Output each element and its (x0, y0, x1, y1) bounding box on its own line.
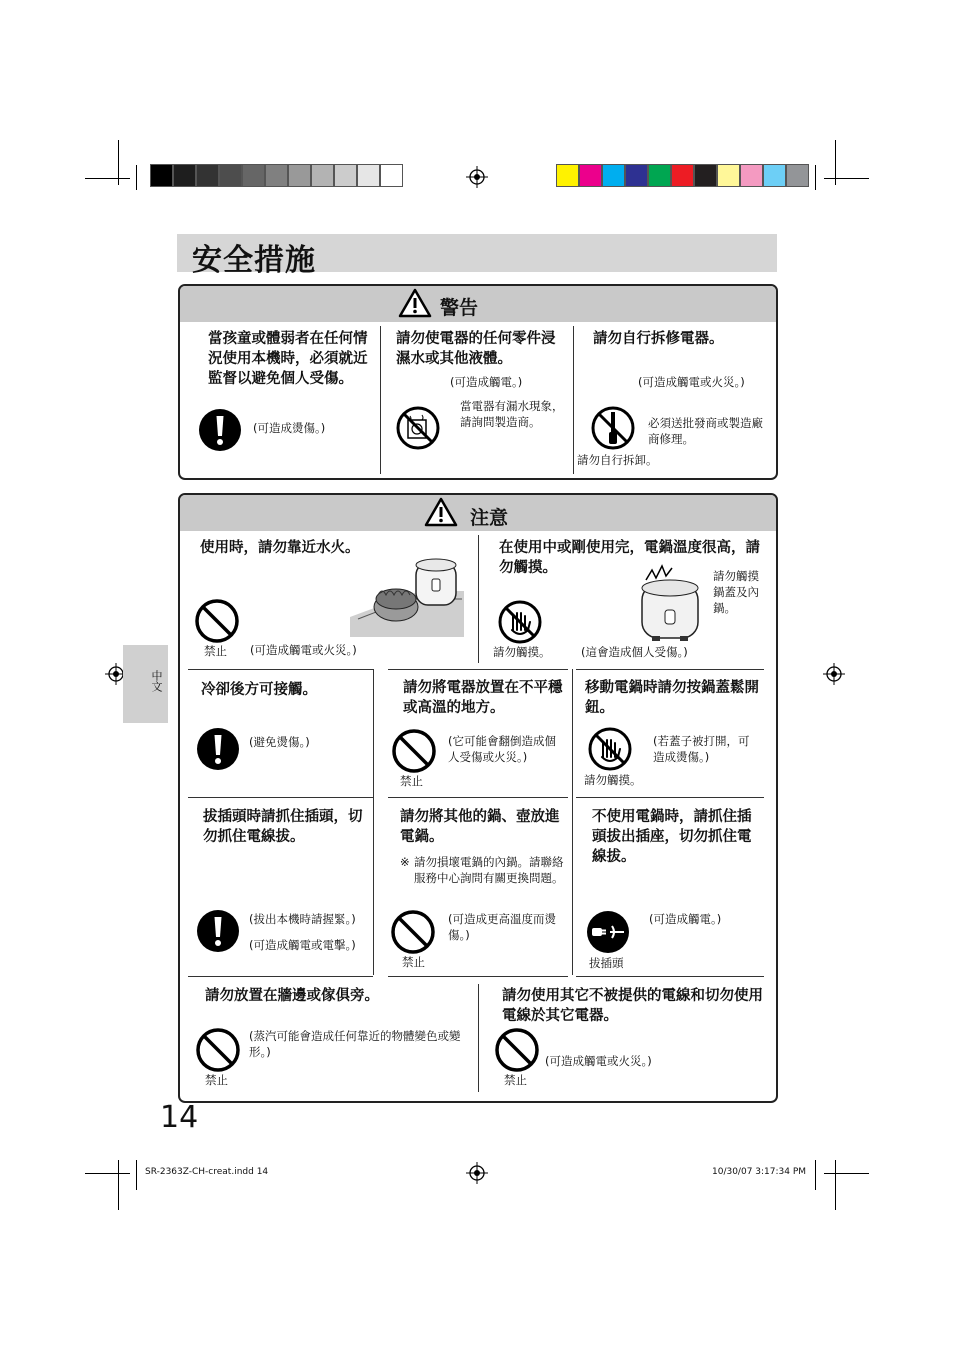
color-swatch (556, 164, 579, 187)
caution-item-7-bullet: ※ (400, 855, 410, 869)
page-title: 安全措施 (192, 243, 316, 278)
color-swatch (357, 164, 380, 187)
prohibited-icon (392, 729, 436, 773)
caution-item-6-note: (拔出本機時請握緊。) (249, 912, 356, 926)
caution-item-1-icon-label: 禁止 (204, 644, 227, 658)
color-swatch (786, 164, 809, 187)
caution-item-9-text: 請勿放置在牆邊或傢俱旁。 (205, 988, 379, 1004)
color-swatch (288, 164, 311, 187)
divider (576, 669, 764, 670)
footer-file: SR-2363Z-CH-creat.indd 14 (145, 1167, 269, 1177)
color-swatch (602, 164, 625, 187)
color-swatch (625, 164, 648, 187)
color-swatch (648, 164, 671, 187)
color-swatch (763, 164, 786, 187)
prohibited-icon (495, 1028, 539, 1072)
crop-mark (824, 178, 869, 179)
prohibited-icon (196, 1028, 240, 1072)
caution-item-2-icon-label: 請勿觸摸。 (493, 645, 551, 659)
warning-item-2-extra: 當電器有漏水現象，請詢問製造商。 (460, 399, 564, 429)
caution-item-5-note: (若蓋子被打開，可造成燙傷。) (653, 734, 750, 764)
caution-item-2-text: 在使用中或剛使用完，電鍋溫度很高，請勿觸摸。 (499, 540, 760, 576)
caution-item-3-note: (避免燙傷。) (249, 735, 310, 749)
color-swatch (173, 164, 196, 187)
registration-mark-icon (823, 663, 845, 685)
crop-mark (85, 178, 130, 179)
no-disassembly-icon (591, 406, 635, 450)
color-swatch (694, 164, 717, 187)
warning-item-3-note: (可造成觸電或火災。) (638, 375, 745, 389)
unplug-icon (586, 910, 630, 954)
caution-item-2-note: (這會造成個人受傷。) (581, 645, 688, 659)
warning-item-2-note: (可造成觸電。) (450, 375, 523, 389)
caution-item-2-callout: 請勿觸摸鍋蓋及內鍋。 (713, 569, 759, 615)
caution-item-4-icon-label: 禁止 (400, 774, 423, 788)
warning-item-2-text: 請勿使電器的任何零件浸濕水或其他液體。 (396, 331, 556, 367)
mandatory-action-icon (196, 727, 240, 771)
crop-mark (136, 165, 137, 190)
crop-mark (815, 165, 816, 190)
divider (373, 669, 374, 797)
divider (478, 984, 479, 1092)
caution-item-8-note: (可造成觸電。) (649, 912, 722, 926)
caution-item-10-icon-label: 禁止 (504, 1073, 527, 1087)
divider (188, 976, 373, 977)
caution-item-5-text: 移動電鍋時請勿按鍋蓋鬆開鈕。 (585, 680, 759, 716)
caution-item-7-text: 請勿將其他的鍋、壺放進電鍋。 (400, 809, 560, 845)
color-swatch (671, 164, 694, 187)
caution-item-7-note: (可造成更高溫度而燙傷。) (448, 912, 556, 942)
crop-mark (136, 1160, 137, 1190)
color-swatch (150, 164, 173, 187)
color-swatch (740, 164, 763, 187)
caution-item-9-icon-label: 禁止 (205, 1073, 228, 1087)
divider (188, 669, 373, 670)
caution-triangle-icon (424, 497, 458, 527)
divider (388, 976, 568, 977)
color-swatch (717, 164, 740, 187)
footer-datetime: 10/30/07 3:17:34 PM (712, 1167, 807, 1177)
caution-item-1-text: 使用時，請勿靠近水火。 (200, 540, 360, 556)
do-not-touch-icon (588, 727, 632, 771)
no-water-immersion-icon (396, 406, 440, 450)
caution-item-8-icon-label: 拔插頭 (589, 956, 624, 970)
stove-rice-cooker-illustration (350, 555, 464, 637)
warning-item-3-extra: 必須送批發商或製造廠商修理。 (648, 416, 763, 446)
caution-item-6-note2: (可造成觸電或電擊。) (249, 938, 356, 952)
divider (572, 797, 573, 975)
crop-mark (118, 1160, 119, 1210)
caution-item-10-note: (可造成觸電或火災。) (545, 1054, 652, 1068)
warning-item-1-note: (可造成燙傷。) (253, 421, 326, 435)
mandatory-action-icon (198, 408, 242, 452)
warning-triangle-icon (398, 288, 432, 318)
do-not-touch-icon (498, 600, 542, 644)
caution-item-10-text: 請勿使用其它不被提供的電線和切勿使用電線於其它電器。 (502, 988, 763, 1024)
warning-item-3-icon-label: 請勿自行拆卸。 (577, 453, 658, 467)
caution-item-4-text: 請勿將電器放置在不平穩或高溫的地方。 (403, 680, 563, 716)
prohibited-icon (195, 599, 239, 643)
caution-item-5-icon-label: 請勿觸摸。 (584, 773, 642, 787)
caution-item-3-text: 冷卻後方可接觸。 (201, 682, 317, 698)
color-swatch (196, 164, 219, 187)
divider (478, 535, 479, 663)
caution-item-1-note: (可造成觸電或火災。) (250, 643, 357, 657)
registration-mark-icon (466, 1162, 488, 1184)
caution-item-6-text: 拔插頭時請抓住插頭，切勿抓住電線拔。 (203, 809, 363, 845)
divider (576, 976, 764, 977)
caution-item-4-note: (它可能會翻倒造成個人受傷或火災。) (448, 734, 556, 764)
color-swatch (311, 164, 334, 187)
caution-item-8-text: 不使用電鍋時，請抓住插頭拔出插座，切勿抓住電線拔。 (592, 809, 752, 865)
color-swatch (242, 164, 265, 187)
warning-header-label: 警告 (440, 297, 479, 319)
divider (388, 797, 568, 798)
divider (373, 797, 374, 975)
crop-mark (815, 1160, 816, 1190)
page-number: 14 (160, 1100, 199, 1135)
color-swatch (579, 164, 602, 187)
caution-item-7-sub: 請勿損壞電鍋的內鍋。請聯絡服務中心詢問有關更換問題。 (414, 855, 564, 885)
caution-item-9-note: (蒸汽可能會造成任何靠近的物體變色或變形。) (249, 1029, 461, 1059)
crop-mark (85, 1173, 130, 1174)
prohibited-icon (391, 910, 435, 954)
divider (576, 797, 764, 798)
divider (380, 326, 381, 474)
divider (188, 797, 373, 798)
color-swatch (334, 164, 357, 187)
divider (573, 326, 574, 474)
caution-header-label: 注意 (470, 507, 509, 529)
caution-item-7-icon-label: 禁止 (402, 955, 425, 969)
mandatory-action-icon (196, 909, 240, 953)
hot-rice-cooker-illustration (636, 562, 706, 642)
warning-item-3-text: 請勿自行拆修電器。 (593, 331, 724, 347)
color-swatch (219, 164, 242, 187)
crop-mark (835, 1160, 836, 1210)
color-swatch (265, 164, 288, 187)
divider (388, 669, 568, 670)
language-tab-label: 中文 (150, 670, 163, 692)
color-swatch (380, 164, 403, 187)
warning-item-1-text: 當孩童或體弱者在任何情況使用本機時，必須就近監督以避免個人受傷。 (208, 331, 368, 387)
registration-mark-icon (466, 166, 488, 188)
crop-mark (824, 1173, 869, 1174)
divider (572, 669, 573, 797)
